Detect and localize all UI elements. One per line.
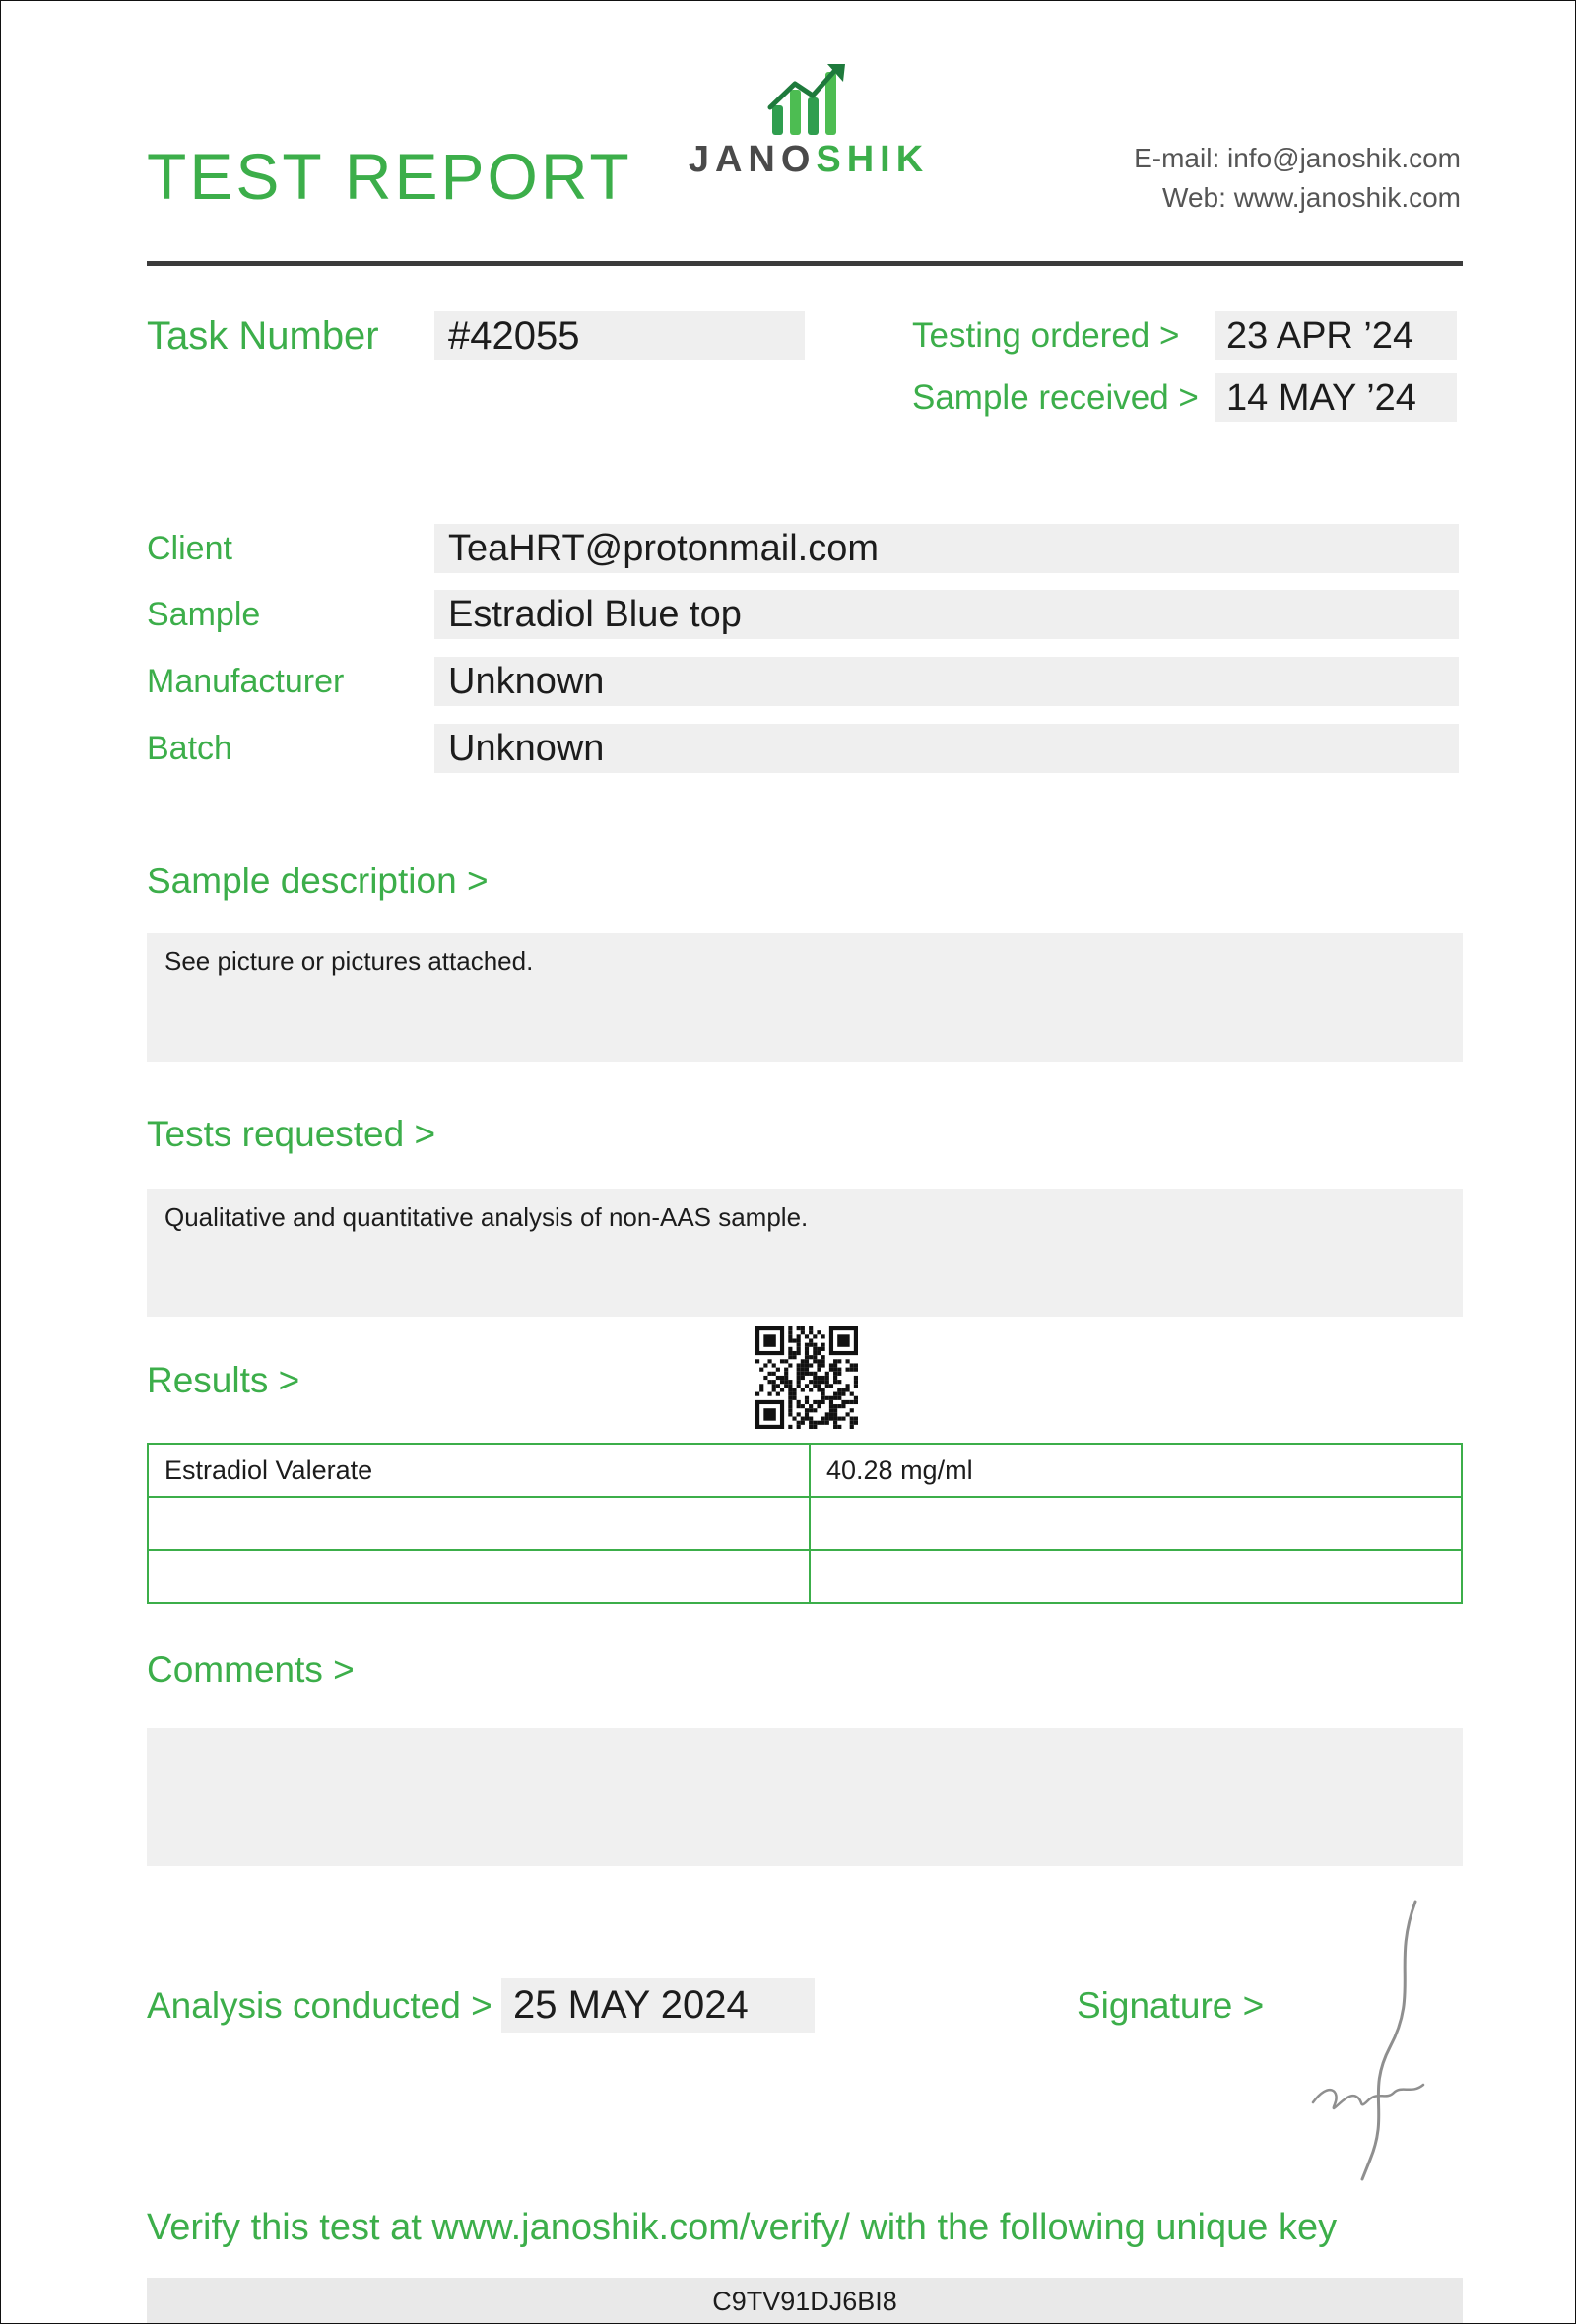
sample-description-label: Sample description > [147, 861, 489, 901]
client-label: Client [147, 530, 232, 567]
tests-requested-box [147, 1189, 1463, 1317]
task-number-value: #42055 [434, 311, 805, 360]
sample-received-value: 14 MAY ’24 [1215, 373, 1457, 422]
testing-ordered-label: Testing ordered > [912, 316, 1180, 355]
testing-ordered-value: 23 APR ’24 [1215, 311, 1457, 360]
signature-scribble [1291, 1892, 1449, 2187]
contact-info [1134, 139, 1461, 218]
header-divider [147, 261, 1463, 266]
result-concentration [810, 1550, 1462, 1603]
result-concentration: 40.28 mg/ml [810, 1444, 1462, 1497]
unique-key: C9TV91DJ6BI8 [147, 2278, 1463, 2324]
results-row [148, 1497, 1462, 1550]
contact-email-line [1134, 139, 1461, 178]
results-table [147, 1443, 1463, 1604]
result-substance: Estradiol Valerate [148, 1444, 810, 1497]
results-label: Results > [147, 1360, 300, 1400]
result-substance [148, 1550, 810, 1603]
batch-value: Unknown [434, 724, 1459, 773]
manufacturer-value: Unknown [434, 657, 1459, 706]
janoshik-logo [681, 62, 937, 181]
sample-received-label: Sample received > [912, 378, 1199, 417]
qr-code [755, 1326, 858, 1429]
manufacturer-label: Manufacturer [147, 663, 345, 700]
tests-requested-text: Qualitative and quantitative analysis of non-AAS sample. [164, 1202, 809, 1232]
sample-value: Estradiol Blue top [434, 590, 1459, 639]
batch-label: Batch [147, 730, 232, 767]
signature-label: Signature > [1077, 1985, 1265, 2026]
comments-box [147, 1728, 1463, 1866]
results-row [148, 1444, 1462, 1497]
email-value: info@janoshik.com [1227, 143, 1461, 173]
logo-chart-icon [766, 62, 851, 137]
results-row [148, 1550, 1462, 1603]
contact-web-line [1134, 178, 1461, 218]
web-value: www.janoshik.com [1233, 182, 1461, 213]
page-title: TEST REPORT [147, 140, 632, 213]
email-label: E-mail: [1134, 143, 1220, 173]
logo-wordmark [681, 139, 937, 181]
client-value: TeaHRT@protonmail.com [434, 524, 1459, 573]
web-label: Web: [1162, 182, 1226, 213]
sample-label: Sample [147, 596, 261, 633]
comments-label: Comments > [147, 1649, 355, 1690]
logo-wordmark-shik: SHIK [816, 139, 930, 180]
task-number-label: Task Number [147, 314, 379, 357]
verify-instructions: Verify this test at www.janoshik.com/verify/ with the following unique key [147, 2207, 1338, 2248]
result-concentration [810, 1497, 1462, 1550]
sample-description-box [147, 933, 1463, 1062]
logo-wordmark-jano: JANO [688, 139, 817, 180]
analysis-conducted-date: 25 MAY 2024 [501, 1978, 815, 2033]
result-substance [148, 1497, 810, 1550]
tests-requested-label: Tests requested > [147, 1114, 436, 1154]
analysis-conducted-label: Analysis conducted > [147, 1985, 492, 2026]
sample-description-text: See picture or pictures attached. [164, 946, 534, 976]
